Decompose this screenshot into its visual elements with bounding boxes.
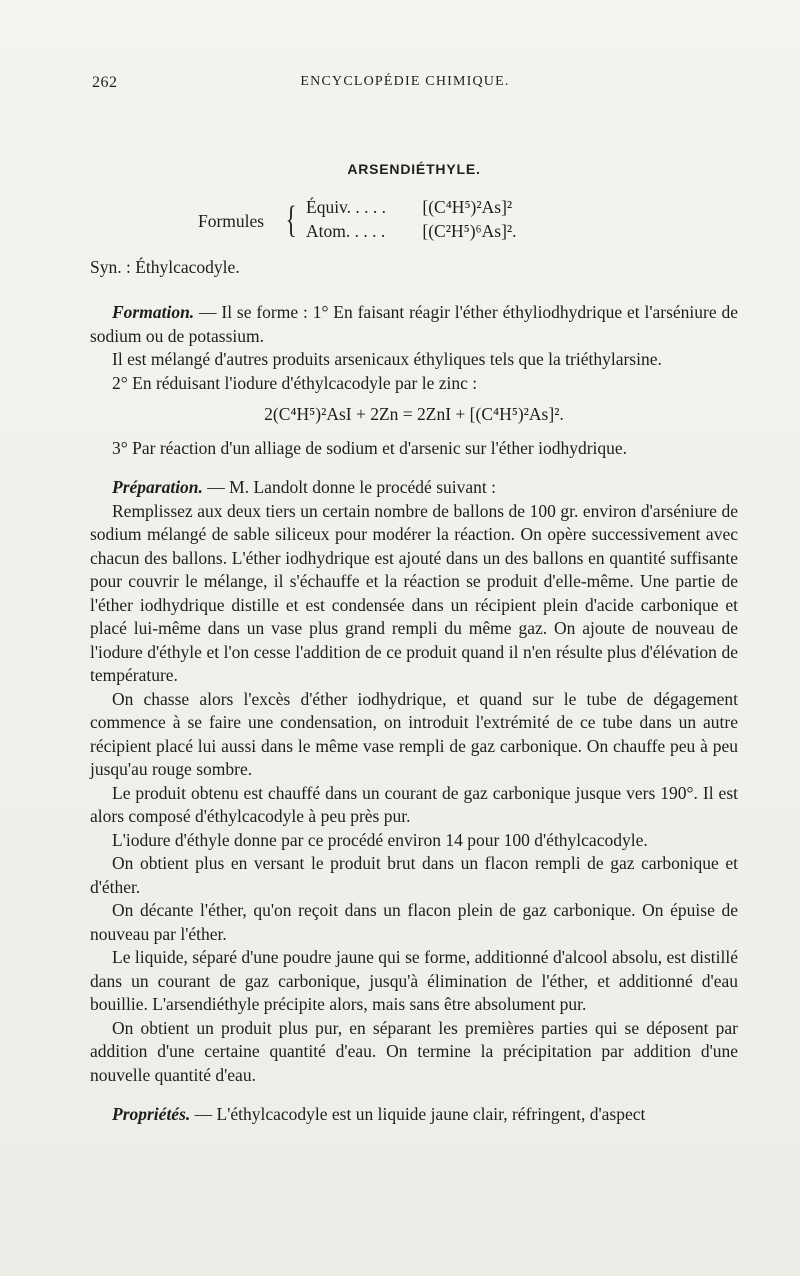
page-body xyxy=(90,158,738,1127)
preparation-paragraph: On décante l'éther, qu'on reçoit dans un flacon plein de gaz carbonique. On épuise de nouveau par l'éther. xyxy=(90,900,738,944)
formation-paragraph-3: 2° En réduisant l'iodure d'éthylcacodyle par le zinc : xyxy=(112,372,478,393)
running-head: ENCYCLOPÉDIE CHIMIQUE. xyxy=(300,74,510,89)
formation-paragraph-2: Il est mélangé d'autres produits arsenicaux éthyliques tels que la triéthylarsine. xyxy=(112,349,662,369)
preparation-paragraph: Le produit obtenu est chauffé dans un courant de gaz carbonique jusque vers 190°. Il est alors composé d'éthylcacodyle à peu près pur. xyxy=(90,782,738,826)
formula-kind: Atom. . . . . xyxy=(306,220,386,241)
formation-paragraph-4: 3° Par réaction d'un alliage de sodium et d'arsenic sur l'éther iodhydrique. xyxy=(112,437,628,458)
formulas-block xyxy=(198,196,738,248)
formula-row-equiv xyxy=(306,196,706,220)
brace-glyph: { xyxy=(285,198,297,241)
reaction-equation: 2(C⁴H⁵)²AsI + 2Zn = 2ZnI + [(C⁴H⁵)²As]². xyxy=(264,404,564,424)
formula-row-atom xyxy=(306,220,706,244)
section-gap xyxy=(90,1087,738,1103)
formulas-label: Formules xyxy=(198,210,265,231)
preparation-intro-text: — M. Landolt donne le procédé suivant : xyxy=(202,477,496,497)
formation-paragraph xyxy=(90,301,738,348)
formula-expression: [(C²H⁵)⁶As]². xyxy=(422,220,517,241)
preparation-paragraph: Remplissez aux deux tiers un certain nombre de ballons de 100 gr. environ d'arséniure de sodium mélangé de sable siliceux pour modérer la réaction. On opère successivement avec chacun des ballons. L'éther iodhydrique est ajouté dans un des ballons en quantité suffisante pour couvrir le mélange, il s'échauffe et la réaction se produit d'elle-même. Une partie de l'éther iodhydrique distille et est condensée dans un récipient plein d'acide carbonique et placé lui-même dans un vase plus grand rempli du même gaz. On ajoute de nouveau de l'iodure d'éthyle et l'on cesse l'addition de ce produit quand il n'en résulte plus d'élévation de température. xyxy=(90,500,738,685)
preparation-paragraph: Le liquide, séparé d'une poudre jaune qui se forme, additionné d'alcool absolu, est distillé dans un courant de gaz carbonique, jusqu'à élimination de l'éther, et additionné d'eau bouillie. L'arsendiéthyle précipite alors, mais sans être absolument pur. xyxy=(90,947,738,1014)
proprietes-heading: Propriétés. xyxy=(112,1104,191,1124)
proprietes-text: — L'éthylcacodyle est un liquide jaune clair, réfringent, d'aspect xyxy=(190,1104,646,1124)
page-header xyxy=(92,74,718,94)
preparation-paragraph: L'iodure d'éthyle donne par ce procédé environ 14 pour 100 d'éthylcacodyle. xyxy=(112,829,648,850)
preparation-paragraph: On obtient plus en versant le produit brut dans un flacon rempli de gaz carbonique et d'éther. xyxy=(90,853,738,897)
section-gap xyxy=(90,460,738,476)
formula-expression: [(C⁴H⁵)²As]² xyxy=(422,196,513,217)
synonym-line: Syn. : Éthylcacodyle. xyxy=(90,256,240,277)
formation-text: — Il se forme : 1° En faisant réagir l'éther éthyliodhydrique et l'arséniure de sodium ou de potassium. xyxy=(90,302,738,346)
preparation-intro xyxy=(90,476,738,500)
page-number: 262 xyxy=(92,74,118,91)
proprietes-paragraph xyxy=(90,1103,738,1127)
preparation-paragraph: On chasse alors l'excès d'éther iodhydrique, et quand sur le tube de dégagement commence à se faire une condensation, on introduit l'extrémité de ce tube dans un autre récipient placé lui aussi dans le même vase rempli de gaz carbonique. On chauffe peu à peu jusqu'au rouge sombre. xyxy=(90,688,738,779)
preparation-heading: Préparation. xyxy=(112,477,203,497)
preparation-paragraph: On obtient un produit plus pur, en séparant les premières parties qui se déposent par addition d'une certaine quantité d'eau. On termine la précipitation par addition d'une nouvelle quantité d'eau. xyxy=(90,1017,738,1085)
formula-kind: Équiv. . . . . xyxy=(306,196,387,217)
bleed-through-text xyxy=(90,96,730,162)
article-title: ARSENDIÉTHYLE. xyxy=(347,161,481,177)
formation-heading: Formation. xyxy=(112,302,195,322)
